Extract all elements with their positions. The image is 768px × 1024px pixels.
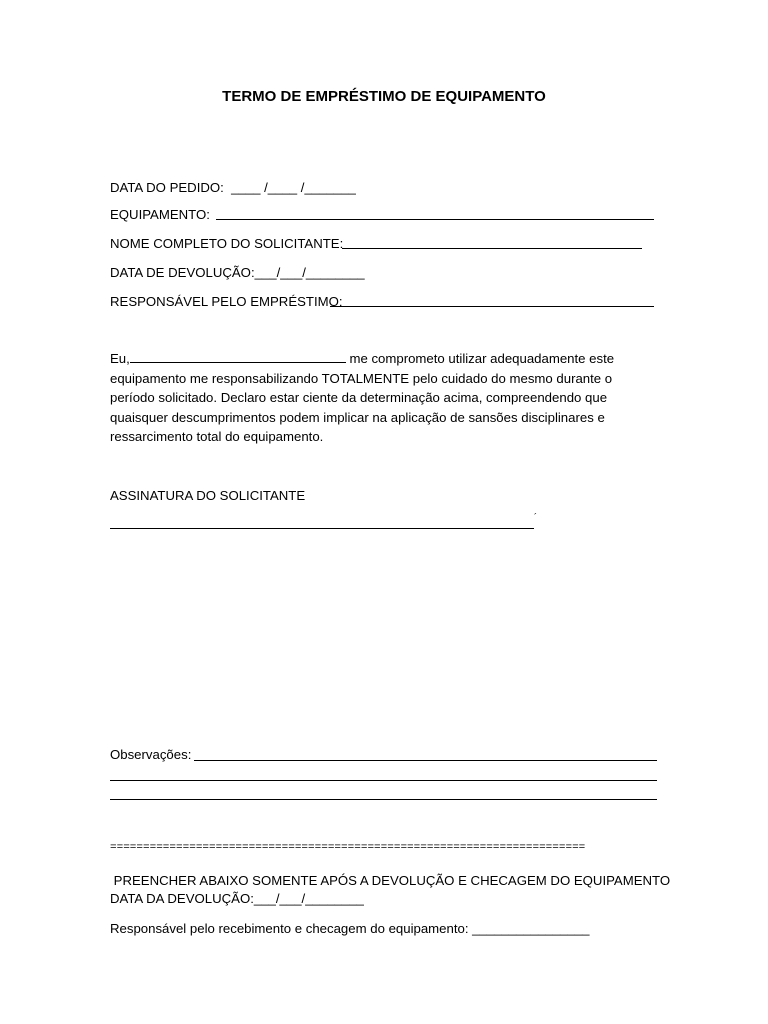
observacoes-line-3[interactable]	[110, 799, 657, 800]
return-responsavel-recebimento: Responsável pelo recebimento e checagem do equipamento: ________________	[110, 921, 590, 936]
field-responsavel-blank[interactable]	[330, 306, 654, 307]
declaration-text: me comprometo utilizar adequadamente este equipamento me responsabilizando TOTALMENTE pelo cuidado do mesmo durante o período solicitado. Declaro estar ciente da determinação acima, compreendendo que quaisquer descumprimentos podem implicar na aplicação de sansões disciplinares e ressarcimento total do equipamento.	[110, 351, 615, 445]
field-data-devolucao: DATA DE DEVOLUÇÃO:___/___/________	[110, 265, 365, 280]
declaration-name-blank[interactable]	[130, 350, 346, 363]
return-data-devolucao: DATA DA DEVOLUÇÃO:___/___/________	[110, 891, 364, 906]
signature-label: ASSINATURA DO SOLICITANTE	[110, 488, 306, 503]
field-responsavel-label: RESPONSÁVEL PELO EMPRÉSTIMO:	[110, 294, 343, 309]
observacoes-line-1[interactable]	[194, 760, 657, 761]
document-title: TERMO DE EMPRÉSTIMO DE EQUIPAMENTO	[222, 88, 546, 105]
field-data-pedido: DATA DO PEDIDO: ____ /____ /_______	[110, 180, 356, 195]
observacoes-line-2[interactable]	[110, 780, 657, 781]
declaration-prefix: Eu,	[110, 351, 130, 366]
declaration-paragraph	[110, 349, 658, 447]
section-separator: ========================================================================	[110, 842, 586, 854]
return-instruction: PREENCHER ABAIXO SOMENTE APÓS A DEVOLUÇÃO E CHECAGEM DO EQUIPAMENTO	[110, 873, 671, 888]
signature-line[interactable]	[110, 528, 534, 529]
signature-mark: ´	[534, 512, 537, 522]
observacoes-label: Observações:	[110, 747, 192, 762]
field-equipamento-label: EQUIPAMENTO:	[110, 207, 214, 222]
field-nome-solicitante-label: NOME COMPLETO DO SOLICITANTE:	[110, 236, 347, 251]
field-equipamento-blank[interactable]	[216, 219, 654, 220]
field-nome-solicitante-blank[interactable]	[342, 248, 642, 249]
